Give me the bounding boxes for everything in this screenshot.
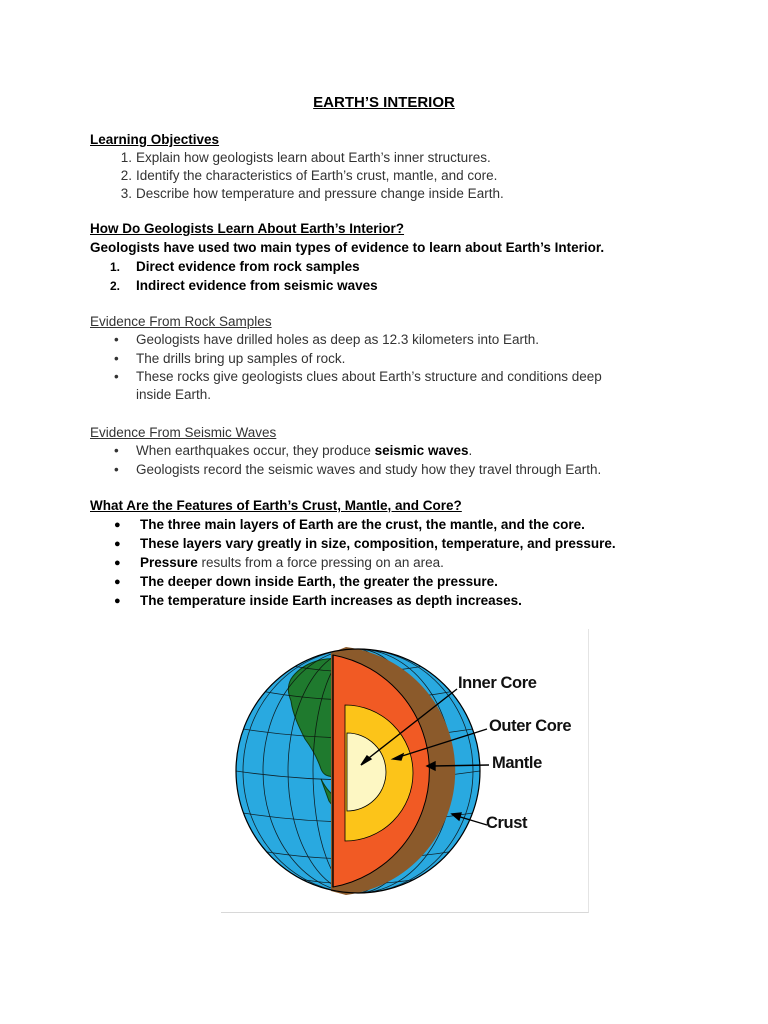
list-item xyxy=(90,185,690,203)
item-number: 1. xyxy=(120,150,132,165)
bullet-icon: • xyxy=(114,461,119,477)
bullet-icon: ● xyxy=(114,538,121,550)
list-item xyxy=(90,258,710,277)
item-text: Direct evidence from rock samples xyxy=(136,258,360,274)
mantle-label: Mantle xyxy=(492,754,542,772)
bullet-icon: ● xyxy=(114,557,121,569)
bullet-icon: • xyxy=(114,350,119,366)
item-text: Indirect evidence from seismic waves xyxy=(136,277,378,293)
bullet-icon: ● xyxy=(114,595,121,607)
list-item xyxy=(90,516,710,535)
features-heading: What Are the Features of Earth’s Crust, Mantle, and Core? xyxy=(90,498,462,513)
list-item xyxy=(90,149,690,167)
item-text: inside Earth. xyxy=(136,387,212,402)
bullet-icon: ● xyxy=(114,519,121,531)
list-item-continued xyxy=(90,386,690,404)
item-text: The temperature inside Earth increases as depth increases. xyxy=(140,593,522,608)
outer-core-label: Outer Core xyxy=(489,717,572,735)
list-item xyxy=(90,350,690,369)
item-text: Describe how temperature and pressure change inside Earth. xyxy=(136,186,504,201)
item-text: The deeper down inside Earth, the greater the pressure. xyxy=(140,574,498,589)
crust-label: Crust xyxy=(486,814,528,832)
objectives-heading: Learning Objectives xyxy=(90,132,220,147)
bullet-icon: • xyxy=(114,332,119,347)
list-item xyxy=(90,442,710,461)
evidence-types-section xyxy=(90,220,710,296)
item-number: 3. xyxy=(120,186,132,201)
item-text: Geologists have drilled holes as deep as 12.3 kilometers into Earth. xyxy=(136,332,539,347)
list-item xyxy=(90,368,690,386)
bullet-icon: ● xyxy=(114,576,121,588)
rock-heading: Evidence From Rock Samples xyxy=(90,314,272,329)
item-number: 1. xyxy=(110,259,121,274)
seismic-waves-term: seismic waves xyxy=(374,443,469,458)
list-item xyxy=(90,592,710,611)
earth-interior-diagram xyxy=(221,629,589,913)
item-text: Pressure results from a force pressing on an area. xyxy=(140,555,444,570)
list-item xyxy=(90,331,690,350)
list-item xyxy=(90,573,710,592)
learn-intro: Geologists have used two main types of evidence to learn about Earth’s Interior. xyxy=(90,239,605,255)
item-number: 2. xyxy=(110,278,121,293)
item-text: Identify the characteristics of Earth’s crust, mantle, and core. xyxy=(136,168,498,183)
seismic-waves-section xyxy=(90,424,710,479)
rock-samples-section xyxy=(90,313,690,404)
list-item xyxy=(90,277,710,296)
page-title: EARTH’S INTERIOR xyxy=(313,94,455,111)
objectives-section xyxy=(90,131,690,203)
item-number: 2. xyxy=(120,168,132,183)
list-item xyxy=(90,167,690,185)
pressure-term: Pressure xyxy=(140,555,198,570)
item-text: Explain how geologists learn about Earth’s inner structures. xyxy=(136,150,491,165)
item-text: These rocks give geologists clues about Earth’s structure and conditions deep xyxy=(136,369,602,384)
item-text: When earthquakes occur, they produce seismic waves. xyxy=(136,443,473,458)
seismic-heading: Evidence From Seismic Waves xyxy=(90,425,277,440)
item-text: The drills bring up samples of rock. xyxy=(136,350,346,366)
learn-heading: How Do Geologists Learn About Earth’s Interior? xyxy=(90,221,405,236)
list-item xyxy=(90,554,710,573)
item-text: These layers vary greatly in size, composition, temperature, and pressure. xyxy=(140,536,616,551)
bullet-icon: • xyxy=(114,443,119,458)
list-item xyxy=(90,461,710,480)
bullet-icon: • xyxy=(114,369,119,384)
item-text: Geologists record the seismic waves and study how they travel through Earth. xyxy=(136,461,602,477)
item-text: The three main layers of Earth are the crust, the mantle, and the core. xyxy=(140,517,585,532)
inner-core-label: Inner Core xyxy=(458,674,537,692)
features-section xyxy=(90,497,710,611)
list-item xyxy=(90,535,710,554)
